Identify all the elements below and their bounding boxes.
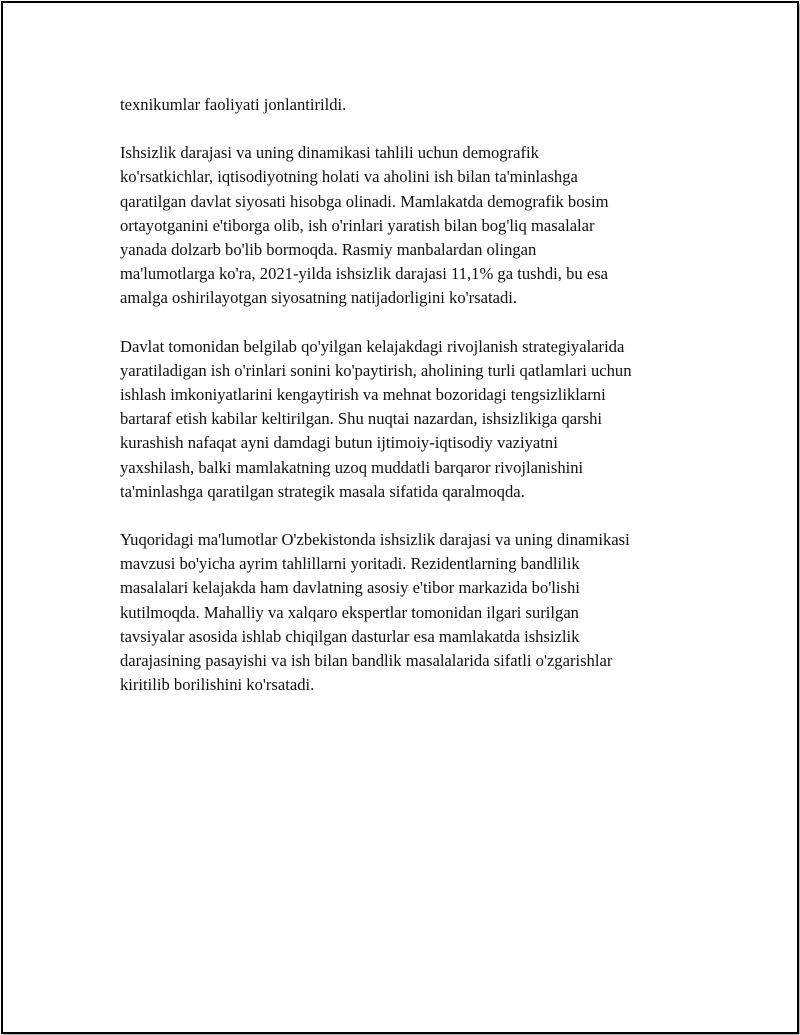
text-line: kutilmoqda. Mahalliy va xalqaro ekspertlar tomonidan ilgari surilgan (120, 602, 579, 622)
text-line: masalalari kelajakda ham davlatning asosiy e'tibor markazida bo'lishi (120, 578, 580, 598)
text-line: Yuqoridagi ma'lumotlar O'zbekistonda ishsizlik darajasi va uning dinamikasi (120, 530, 630, 550)
paragraph-2 (120, 141, 700, 310)
paragraph-3 (120, 335, 700, 504)
text-line: ma'lumotlarga ko'ra, 2021-yilda ishsizlik darajasi 11,1% ga tushdi, bu esa (120, 264, 609, 284)
text-line: texnikumlar faoliyati jonlantirildi. (120, 95, 347, 114)
text-line: darajasining pasayishi va ish bilan bandlik masalalarida sifatli o'zgarishlar (120, 651, 613, 671)
text-line: ta'minlashga qaratilgan strategik masala sifatida qaralmoqda. (120, 481, 525, 501)
paragraph-1 (120, 93, 700, 117)
text-line: Ishsizlik darajasi va uning dinamikasi tahlili uchun demografik (120, 143, 539, 163)
text-line: Davlat tomonidan belgilab qo'yilgan kelajakdagi rivojlanish strategiyalarida (120, 336, 625, 356)
document-body (120, 93, 700, 721)
document-page (1, 1, 799, 1034)
text-line: kurashish nafaqat ayni damdagi butun ijtimoiy-iqtisodiy vaziyatni (120, 433, 558, 453)
text-line: yaxshilash, balki mamlakatning uzoq muddatli barqaror rivojlanishini (120, 457, 584, 477)
text-line: qaratilgan davlat siyosati hisobga olinadi. Mamlakatda demografik bosim (120, 191, 609, 211)
text-line: mavzusi bo'yicha ayrim tahlillarni yoritadi. Rezidentlarning bandlilik (120, 554, 580, 574)
text-line: ishlash imkoniyatlarini kengaytirish va mehnat bozoridagi tengsizliklarni (120, 385, 606, 405)
text-line: tavsiyalar asosida ishlab chiqilgan dasturlar esa mamlakatda ishsizlik (120, 626, 580, 646)
text-line: ko'rsatkichlar, iqtisodiyotning holati va aholini ish bilan ta'minlashga (120, 167, 578, 187)
text-line: bartaraf etish kabilar keltirilgan. Shu nuqtai nazardan, ishsizlikiga qarshi (120, 409, 602, 429)
text-line: kiritilib borilishini ko'rsatadi. (120, 675, 315, 695)
text-line: ortayotganini e'tiborga olib, ish o'rinlari yaratish bilan bog'liq masalalar (120, 215, 595, 235)
text-line: yanada dolzarb bo'lib bormoqda. Rasmiy manbalardan olingan (120, 240, 537, 260)
text-line: yaratiladigan ish o'rinlari sonini ko'paytirish, aholining turli qatlamlari uchun (120, 360, 632, 380)
paragraph-4 (120, 528, 700, 697)
text-line: amalga oshirilayotgan siyosatning natijadorligini ko'rsatadi. (120, 288, 518, 308)
